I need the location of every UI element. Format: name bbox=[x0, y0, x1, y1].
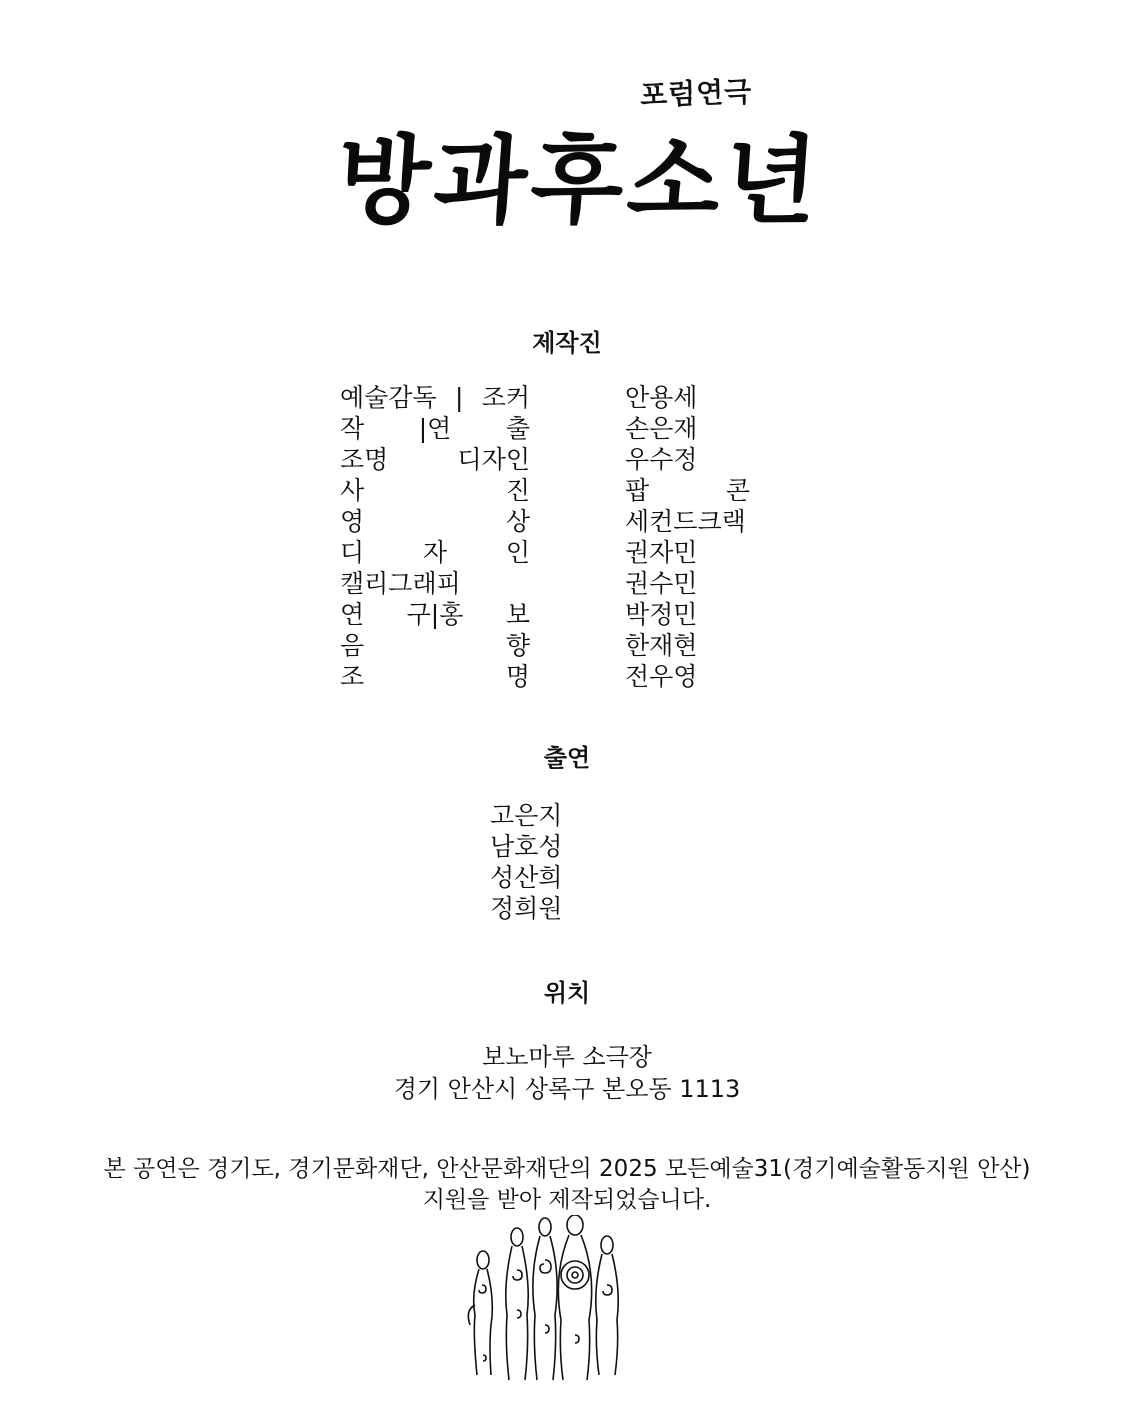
crew-role: 조 명 bbox=[340, 661, 530, 691]
crew-role: 음 향 bbox=[340, 630, 530, 660]
cast-name: 성산희 bbox=[490, 863, 563, 892]
crew-row bbox=[340, 566, 760, 597]
crew-name: 팝 콘 bbox=[625, 475, 750, 505]
figures-icon bbox=[465, 1215, 625, 1385]
crew-list bbox=[340, 380, 760, 690]
support-notice-line1: 본 공연은 경기도, 경기문화재단, 안산문화재단의 2025 모든예술31(경기예술활동지원 안산) bbox=[103, 1156, 1031, 1182]
crew-row bbox=[340, 597, 760, 628]
crew-name: 권수민 bbox=[625, 568, 698, 598]
cast-list bbox=[490, 800, 610, 924]
cast-name: 고은지 bbox=[490, 801, 563, 830]
figure-icon bbox=[596, 1236, 618, 1375]
crew-name: 손은재 bbox=[625, 413, 698, 443]
poster-title: 방과후소년 bbox=[333, 124, 826, 237]
cast-heading: 출연 bbox=[543, 744, 591, 772]
cast-name: 정희원 bbox=[490, 894, 563, 923]
crew-role: 영 상 bbox=[340, 506, 530, 536]
crew-role: 디 자 인 bbox=[340, 537, 530, 567]
crew-role: 작 |연 출 bbox=[340, 413, 530, 443]
crew-row bbox=[340, 411, 760, 442]
venue-name: 보노마루 소극장 bbox=[482, 1043, 652, 1071]
crew-role: 사 진 bbox=[340, 475, 530, 505]
crew-row bbox=[340, 504, 760, 535]
crew-row bbox=[340, 473, 760, 504]
crew-name: 우수정 bbox=[625, 444, 698, 474]
crew-row bbox=[340, 442, 760, 473]
poster-subtitle: 포럼연극 bbox=[639, 75, 753, 112]
crew-name: 한재현 bbox=[625, 630, 698, 660]
cast-name: 남호성 bbox=[490, 832, 563, 861]
figure-icon bbox=[468, 1251, 492, 1375]
crew-row bbox=[340, 380, 760, 411]
crew-name: 박정민 bbox=[625, 599, 698, 629]
venue-address: 경기 안산시 상록구 본오동 1113 bbox=[393, 1075, 741, 1103]
figure-icon bbox=[533, 1218, 557, 1380]
figure-icon bbox=[558, 1215, 591, 1380]
crew-name: 전우영 bbox=[625, 661, 698, 691]
crew-role: 연 구|홍 보 bbox=[340, 599, 530, 629]
crew-name: 세컨드크랙 bbox=[625, 506, 746, 536]
crew-role: 조명 디자인 bbox=[340, 444, 530, 474]
support-notice-line2: 지원을 받아 제작되었습니다. bbox=[422, 1187, 712, 1213]
crew-role: 예술감독 | 조커 bbox=[340, 382, 530, 412]
location-heading: 위치 bbox=[543, 979, 591, 1007]
crew-heading: 제작진 bbox=[532, 329, 602, 357]
crew-name: 권자민 bbox=[625, 537, 698, 567]
crew-role: 캘리그래피 bbox=[340, 568, 461, 598]
crew-row bbox=[340, 535, 760, 566]
figure-icon bbox=[506, 1228, 528, 1380]
crew-row bbox=[340, 628, 760, 659]
crew-row bbox=[340, 659, 760, 690]
crew-name: 안용세 bbox=[625, 382, 698, 412]
